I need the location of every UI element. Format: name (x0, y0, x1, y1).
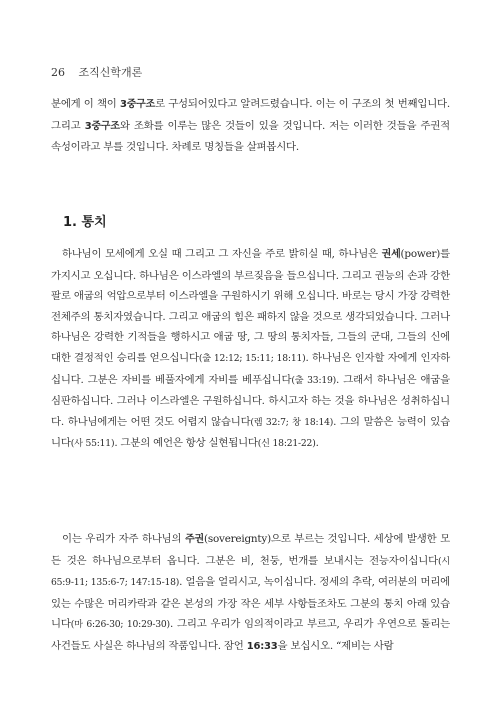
bold-term: 주권 (185, 534, 204, 545)
scripture-reference: (출 33:19) (291, 374, 337, 386)
bold-term: 3중구조 (84, 120, 120, 132)
text-run: . 그의 말씀은 능력이 있습니다 (51, 415, 450, 450)
text-run: . 얼음을 얼리시고, 녹이십니다. 정세의 추락, 여러분의 머리에 있는 수많은 머리카락과 같은 본성의 가장 작은 세부 사항들조차도 그분의 통치 아래 있습니다 (51, 576, 450, 631)
text-run: . 그래서 하나님은 애굽을 심판하십니다. 그러나 이스라엘은 구원하십니다. 하시고자 하는 것을 하나님은 성취하십니다. 하나님에게는 어떤 것도 어렵지 않습니다 (51, 373, 450, 428)
bold-term: 권세 (381, 249, 401, 260)
text-run: 로 구성되어있다고 알려드렸습니다. 이는 이 구조의 첫 번째입니다. 그리고 (51, 98, 450, 132)
page-number: 26 (51, 66, 65, 79)
running-header (51, 64, 142, 80)
section-heading: 1. 통치 (63, 215, 107, 230)
text-run: 분에게 이 책이 (51, 98, 120, 110)
scripture-reference: (시 65:9-11; 135:6-7; 147:15-18) (51, 555, 450, 589)
text-run: 을 보십시오. “제비는 사람 (277, 639, 394, 652)
book-title: 조직신학개론 (78, 66, 143, 79)
body-paragraph-sovereignty (51, 529, 450, 658)
bold-term: 3중구조 (119, 99, 156, 110)
text-run: . 그분의 예언은 항상 실현됩니다 (114, 437, 258, 450)
text-run: . 그리고 우리가 임의적이라고 부르고, 우리가 우연으로 돌리는 사건들도 사실은 하나님의 작품입니다. 잠언 (51, 618, 450, 652)
scripture-reference: (신 18:21-22) (257, 438, 316, 450)
body-paragraph-power (51, 244, 450, 455)
text-run: . (315, 437, 319, 450)
scripture-reference: (출 12:12; 15:11; 18:11) (198, 352, 306, 364)
text-run: 하나님이 모세에게 오실 때 그리고 그 자신을 주로 밝히실 때, 하나님은 (62, 248, 382, 260)
text-run: (power)를 가지시고 오십니다. 하나님은 이스라엘의 부르짖음을 들으십니다. 그리고 권능의 손과 강한 팔로 애굽의 억압으로부터 이스라엘을 구원하시기 위해 오십니다. 바로는 당시 가장 강력한 전체주의 통치자였습니다. 그리고 애굽의 힘은 패하지 않을 것으로 생각되었습니다. 그러나 하나님은 강력한 기적들을 행하시고 애굽 땅, 그 땅의 통치자들, 그들의 군대, 그들의 신에 대한 결정적인 승리를 얻으십니다 (51, 248, 450, 364)
scripture-reference: (마 6:26-30; 10:29-30) (70, 619, 170, 631)
bold-term: 16:33 (246, 640, 278, 652)
intro-paragraph (51, 94, 450, 158)
scripture-reference: (렘 32:7; 창 18:14) (250, 416, 334, 428)
scripture-reference: (사 55:11) (70, 438, 115, 450)
text-run: 와 조화를 이루는 많은 것들이 있을 것입니다. 저는 이러한 것들을 주권적 속성이라고 부를 것입니다. 차례로 명칭들을 살펴봅시다. (51, 119, 450, 154)
text-run: (sovereignty)으로 부르는 것입니다. 세상에 발생한 모든 것은 하나님으로부터 옵니다. 그분은 비, 천둥, 번개를 보내시는 전능자이십니다 (51, 533, 450, 567)
text-run: . 하나님은 인자할 자에게 인자하십니다. 그분은 자비를 베풀자에게 자비를 베푸십니다 (51, 351, 451, 386)
text-run: 이는 우리가 자주 하나님의 (62, 533, 186, 545)
